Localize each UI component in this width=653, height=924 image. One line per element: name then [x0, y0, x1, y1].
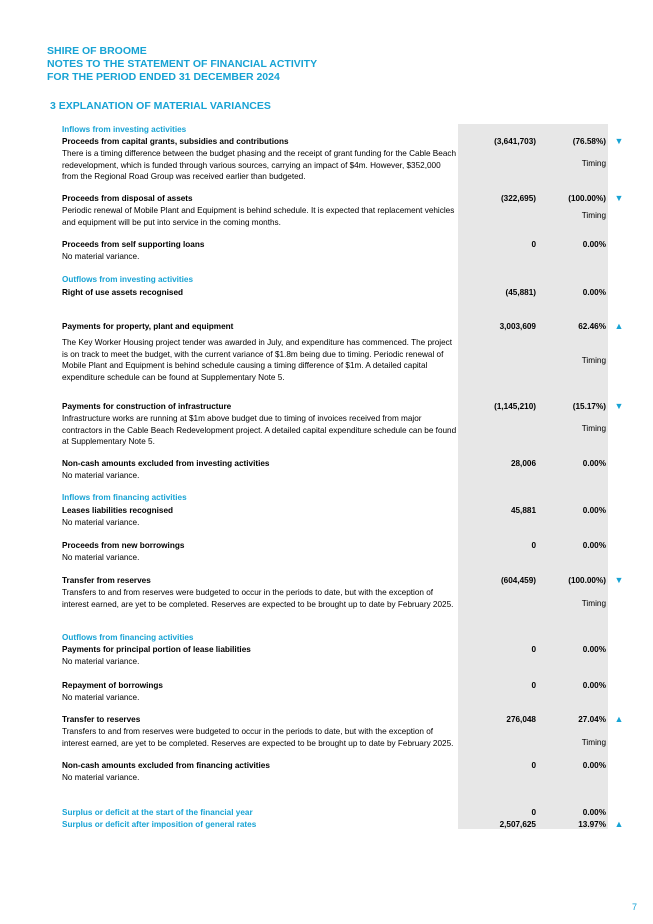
item-percent: (100.00%)	[568, 194, 606, 203]
header-line-3: FOR THE PERIOD ENDED 31 DECEMBER 2024	[47, 71, 280, 83]
header-line-1: SHIRE OF BROOME	[47, 45, 147, 57]
item-amount: 0	[531, 541, 536, 550]
item-amount: 0	[531, 681, 536, 690]
item-title: Right of use assets recognised	[62, 288, 184, 297]
item-percent: 0.00%	[582, 541, 606, 550]
item-description: Infrastructure works are running at $1m above budget due to timing of invoices received from major contractors in the Cable Beach Redevelopment project. A detailed capital expenditure schedule can be found at Supplementary Note 5.	[62, 414, 457, 446]
item-description: No material variance.	[62, 693, 140, 702]
item-note: Timing	[581, 738, 606, 747]
item-note: Timing	[581, 599, 606, 608]
surplus-start-amount: 0	[531, 808, 536, 817]
item-title: Proceeds from disposal of assets	[62, 194, 193, 203]
item-percent: 62.46%	[578, 322, 606, 331]
item-amount: 3,003,609	[499, 322, 536, 331]
item-percent: (15.17%)	[572, 402, 606, 411]
down-arrow-icon: ▼	[614, 401, 624, 411]
item-percent: 0.00%	[582, 288, 606, 297]
item-percent: 0.00%	[582, 240, 606, 249]
item-percent: 0.00%	[582, 681, 606, 690]
down-arrow-icon: ▼	[614, 136, 624, 146]
up-arrow-icon: ▲	[614, 321, 624, 331]
item-percent: 27.04%	[578, 715, 606, 724]
item-percent: (100.00%)	[568, 576, 606, 585]
item-title: Payments for principal portion of lease liabilities	[62, 645, 251, 654]
section-title: 3 EXPLANATION OF MATERIAL VARIANCES	[50, 100, 271, 112]
item-note: Timing	[581, 159, 606, 168]
item-percent: 0.00%	[582, 645, 606, 654]
item-description: No material variance.	[62, 471, 140, 480]
item-amount: (45,881)	[505, 288, 536, 297]
item-amount: 0	[531, 761, 536, 770]
item-note: Timing	[581, 424, 606, 433]
item-description: No material variance.	[62, 553, 140, 562]
up-arrow-icon: ▲	[614, 714, 624, 724]
item-description: No material variance.	[62, 657, 140, 666]
item-percent: 0.00%	[582, 459, 606, 468]
category-inflows-financing: Inflows from financing activities	[62, 493, 187, 502]
item-title: Payments for construction of infrastructure	[62, 402, 232, 411]
up-arrow-icon: ▲	[614, 819, 624, 829]
item-title: Transfer to reserves	[62, 715, 141, 724]
item-title: Proceeds from self supporting loans	[62, 240, 205, 249]
surplus-after-rates-percent: 13.97%	[578, 820, 606, 829]
item-amount: (604,459)	[500, 576, 536, 585]
item-title: Proceeds from new borrowings	[62, 541, 185, 550]
item-note: Timing	[581, 211, 606, 220]
category-inflows-investing: Inflows from investing activities	[62, 125, 187, 134]
item-amount: 28,006	[510, 459, 536, 468]
item-description: The Key Worker Housing project tender was awarded in July, and expenditure has commenced. The project is on track to meet the budget, with the current variance of $1.8m being due to timing. Periodic renewal of Mobile Plant and Equipment is behind schedule causing a timing difference of $1m. A detailed capital expenditure schedule can be found at Supplementary Note 5.	[62, 338, 453, 382]
item-description: Transfers to and from reserves were budgeted to occur in the periods to date, but with the exception of interest earned, are yet to be completed. Reserves are expected to be brought up to date by February 2025.	[62, 588, 454, 609]
item-note: Timing	[581, 356, 606, 365]
item-amount: 0	[531, 240, 536, 249]
item-amount: 276,048	[506, 715, 536, 724]
item-description: No material variance.	[62, 518, 140, 527]
surplus-after-rates-amount: 2,507,625	[499, 820, 536, 829]
item-title: Leases liabilities recognised	[62, 506, 174, 515]
item-amount: (1,145,210)	[494, 402, 536, 411]
item-percent: (76.58%)	[572, 137, 606, 146]
item-description: Transfers to and from reserves were budgeted to occur in the periods to date, but with the exception of interest earned, are yet to be completed. Reserves are expected to be brought up to date by February 2025.	[62, 727, 454, 748]
item-percent: 0.00%	[582, 506, 606, 515]
item-amount: 45,881	[510, 506, 536, 515]
down-arrow-icon: ▼	[614, 193, 624, 203]
item-title: Payments for property, plant and equipment	[62, 322, 234, 331]
item-amount: (3,641,703)	[494, 137, 536, 146]
surplus-after-rates-label: Surplus or deficit after imposition of general rates	[62, 820, 257, 829]
item-description: No material variance.	[62, 773, 140, 782]
item-amount: (322,695)	[500, 194, 536, 203]
item-title: Proceeds from capital grants, subsidies and contributions	[62, 137, 289, 146]
item-description: There is a timing difference between the budget phasing and the receipt of grant funding for the Cable Beach redevelopment, which is funded through various sources, carrying an impact of $4m. However, $352,000 from the Regional Road Group was received earlier than budgeted.	[62, 149, 457, 181]
item-percent: 0.00%	[582, 761, 606, 770]
item-title: Repayment of borrowings	[62, 681, 163, 690]
item-description: No material variance.	[62, 252, 140, 261]
item-title: Non-cash amounts excluded from investing activities	[62, 459, 270, 468]
item-title: Non-cash amounts excluded from financing activities	[62, 761, 270, 770]
item-amount: 0	[531, 645, 536, 654]
page-number: 7	[632, 902, 638, 912]
surplus-start-label: Surplus or deficit at the start of the financial year	[62, 808, 253, 817]
surplus-start-percent: 0.00%	[582, 808, 606, 817]
category-outflows-financing: Outflows from financing activities	[62, 633, 194, 642]
header-line-2: NOTES TO THE STATEMENT OF FINANCIAL ACTIVITY	[47, 58, 318, 70]
category-outflows-investing: Outflows from investing activities	[62, 275, 194, 284]
down-arrow-icon: ▼	[614, 575, 624, 585]
item-description: Periodic renewal of Mobile Plant and Equipment is behind schedule. It is expected that replacement vehicles and equipment will be put into service in the coming months.	[62, 206, 455, 227]
item-title: Transfer from reserves	[62, 576, 151, 585]
